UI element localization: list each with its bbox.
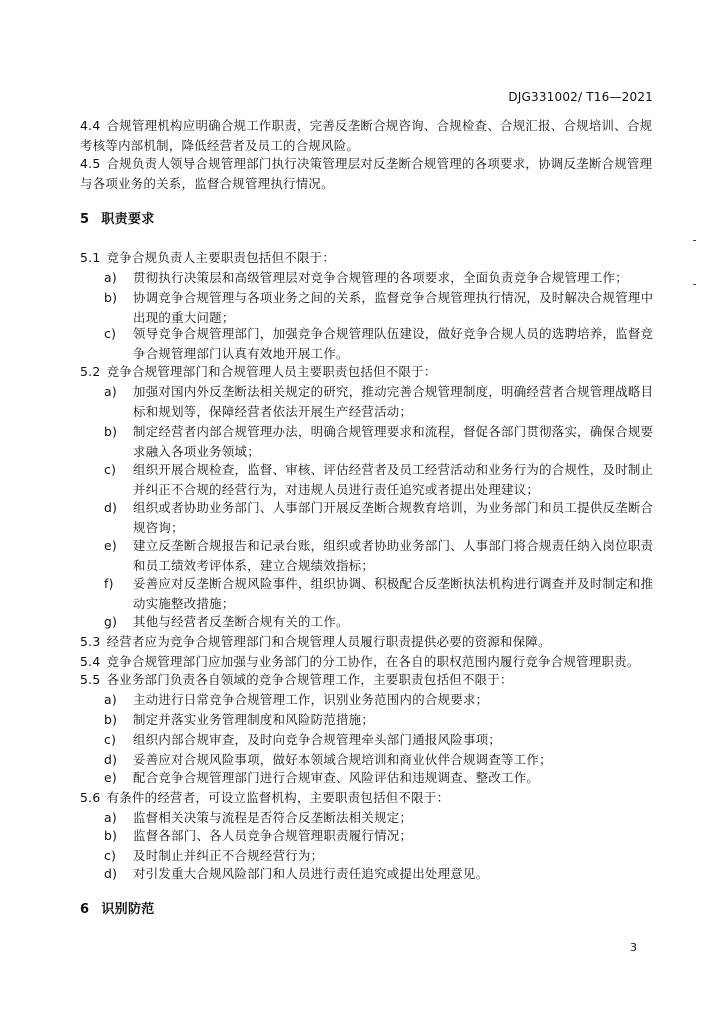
item-text: 其他与经营者反垄断合规有关的工作。 (133, 614, 349, 629)
item-text: 对引发重大合规风险部门和人员进行责任追究或提出处理意见。 (133, 866, 489, 881)
list-item (104, 382, 660, 422)
clause-text: 竞争合规负责人主要职责包括但不限于： (106, 250, 336, 265)
item-label: b) (104, 828, 118, 843)
item-text: 妥善应对合规风险事项，做好本领域合规培训和商业伙伴合规调查等工作； (133, 752, 552, 767)
section-heading-6 (80, 900, 155, 920)
clause-text: 经营者应为竞争合规管理部门和合规管理人员履行职责提供必要的资源和保障。 (106, 634, 551, 649)
item-text: 组织开展合规检查，监督、审核、评估经营者及员工经营活动和业务行为的合规性，及时制止并纠正不合规的经营行为，对违规人员进行责任追究或者提出处理建议； (133, 462, 654, 497)
list-item (104, 768, 660, 788)
item-label: g) (104, 614, 118, 629)
item-label: a) (104, 384, 118, 399)
clause-text: 有条件的经营者，可设立监督机构，主要职责包括但不限于： (106, 790, 450, 805)
item-label: a) (104, 270, 118, 285)
clause-5-3 (80, 632, 660, 652)
item-label: e) (104, 770, 118, 785)
item-label: f) (104, 576, 114, 591)
page-number: 3 (630, 941, 637, 954)
clause-number: 5.3 (80, 634, 101, 649)
list-item (104, 288, 660, 328)
document-code: DJG331002/ T16—2021 (508, 90, 653, 104)
section-number: 6 (80, 902, 90, 917)
item-label: b) (104, 712, 118, 727)
clause-text: 合规负责人领导合规管理部门执行决策管理层对反垄断合规管理的各项要求，协调反垄断合规管理与各项业务的关系，监督合规管理执行情况。 (80, 156, 653, 191)
item-text: 组织内部合规审查，及时向竞争合规管理牵头部门通报风险事项； (133, 732, 502, 747)
item-text: 制定并落实业务管理制度和风险防范措施； (133, 712, 375, 727)
item-text: 贯彻执行决策层和高级管理层对竞争合规管理的各项要求，全面负责竞争合规管理工作； (133, 270, 628, 285)
item-label: c) (104, 326, 117, 341)
item-label: d) (104, 866, 118, 881)
item-text: 配合竞争合规管理部门进行合规审查、风险评估和违规调查、整改工作。 (133, 770, 540, 785)
clause-4-4 (80, 116, 660, 156)
list-item (104, 690, 660, 710)
list-item (104, 826, 660, 846)
section-number: 5 (80, 212, 90, 227)
list-item (104, 268, 660, 288)
clause-5-1 (80, 248, 660, 268)
item-label: a) (104, 692, 118, 707)
list-item (104, 324, 660, 364)
item-label: e) (104, 538, 118, 553)
item-text: 协调竞争合规管理与各项业务之间的关系，监督竞争合规管理执行情况，及时解决合规管理中出现的重大问题； (133, 290, 654, 325)
section-title: 识别防范 (101, 902, 155, 917)
clause-number: 5.5 (80, 672, 101, 687)
clause-5-6 (80, 788, 660, 808)
item-text: 建立反垄断合规报告和记录台账，组织或者协助业务部门、人事部门将合规责任纳入岗位职责和员工绩效考评体系，建立合规绩效指标； (133, 538, 654, 573)
item-label: b) (104, 424, 118, 439)
clause-number: 5.6 (80, 790, 101, 805)
clause-text: 各业务部门负责各自领域的竞争合规管理工作，主要职责包括但不限于： (106, 672, 513, 687)
clause-number: 5.1 (80, 250, 101, 265)
clause-number: 4.4 (80, 118, 101, 133)
item-label: d) (104, 752, 118, 767)
list-item (104, 422, 660, 462)
list-item (104, 574, 660, 614)
list-item (104, 730, 660, 750)
clause-5-4 (80, 652, 660, 672)
clause-text: 竞争合规管理部门应加强与业务部门的分工协作，在各自的职权范围内履行竞争合规管理职责。 (106, 654, 640, 669)
item-text: 主动进行日常竞争合规管理工作，识别业务范围内的合规要求； (133, 692, 489, 707)
section-title: 职责要求 (101, 212, 155, 227)
item-text: 组织或者协助业务部门、人事部门开展反垄断合规教育培训，为业务部门和员工提供反垄断合规咨询； (133, 500, 654, 535)
list-item (104, 710, 660, 730)
section-heading-5 (80, 210, 155, 230)
list-item (104, 498, 660, 538)
list-item (104, 536, 660, 576)
clause-number: 5.4 (80, 654, 101, 669)
item-label: c) (104, 732, 117, 747)
item-text: 监督各部门、各人员竞争合规管理职责履行情况； (133, 828, 413, 843)
item-text: 监督相关决策与流程是否符合反垄断法相关规定； (133, 810, 413, 825)
list-item (104, 864, 660, 884)
clause-5-2 (80, 362, 660, 382)
clause-4-5 (80, 154, 660, 194)
clause-text: 合规管理机构应明确合规工作职责，完善反垄断合规咨询、合规检查、合规汇报、合规培训、合规考核等内部机制，降低经营者及员工的合规风险。 (80, 118, 653, 153)
clause-number: 5.2 (80, 364, 101, 379)
item-text: 妥善应对反垄断合规风险事件，组织协调、积极配合反垄断执法机构进行调查并及时制定和推动实施整改措施； (133, 576, 654, 611)
list-item (104, 808, 660, 828)
item-text: 加强对国内外反垄断法相关规定的研究，推动完善合规管理制度，明确经营者合规管理战略目标和规划等，保障经营者依法开展生产经营活动； (133, 384, 654, 419)
item-label: c) (104, 848, 117, 863)
item-text: 领导竞争合规管理部门，加强竞争合规管理队伍建设，做好竞争合规人员的选聘培养，监督竞争合规管理部门认真有效地开展工作。 (133, 326, 654, 361)
item-text: 制定经营者内部合规管理办法，明确合规管理要求和流程，督促各部门贯彻落实，确保合规要求融入各项业务领域； (133, 424, 654, 459)
item-label: d) (104, 500, 118, 515)
list-item (104, 460, 660, 500)
item-label: c) (104, 462, 117, 477)
clause-5-5 (80, 670, 660, 690)
clause-number: 4.5 (80, 156, 101, 171)
margin-mark (693, 240, 696, 241)
clause-text: 竞争合规管理部门和合规管理人员主要职责包括但不限于： (106, 364, 437, 379)
list-item (104, 750, 660, 770)
list-item (104, 612, 660, 632)
margin-mark (693, 284, 696, 285)
item-text: 及时制止并纠正不合规经营行为； (133, 848, 324, 863)
item-label: b) (104, 290, 118, 305)
item-label: a) (104, 810, 118, 825)
list-item (104, 846, 660, 866)
